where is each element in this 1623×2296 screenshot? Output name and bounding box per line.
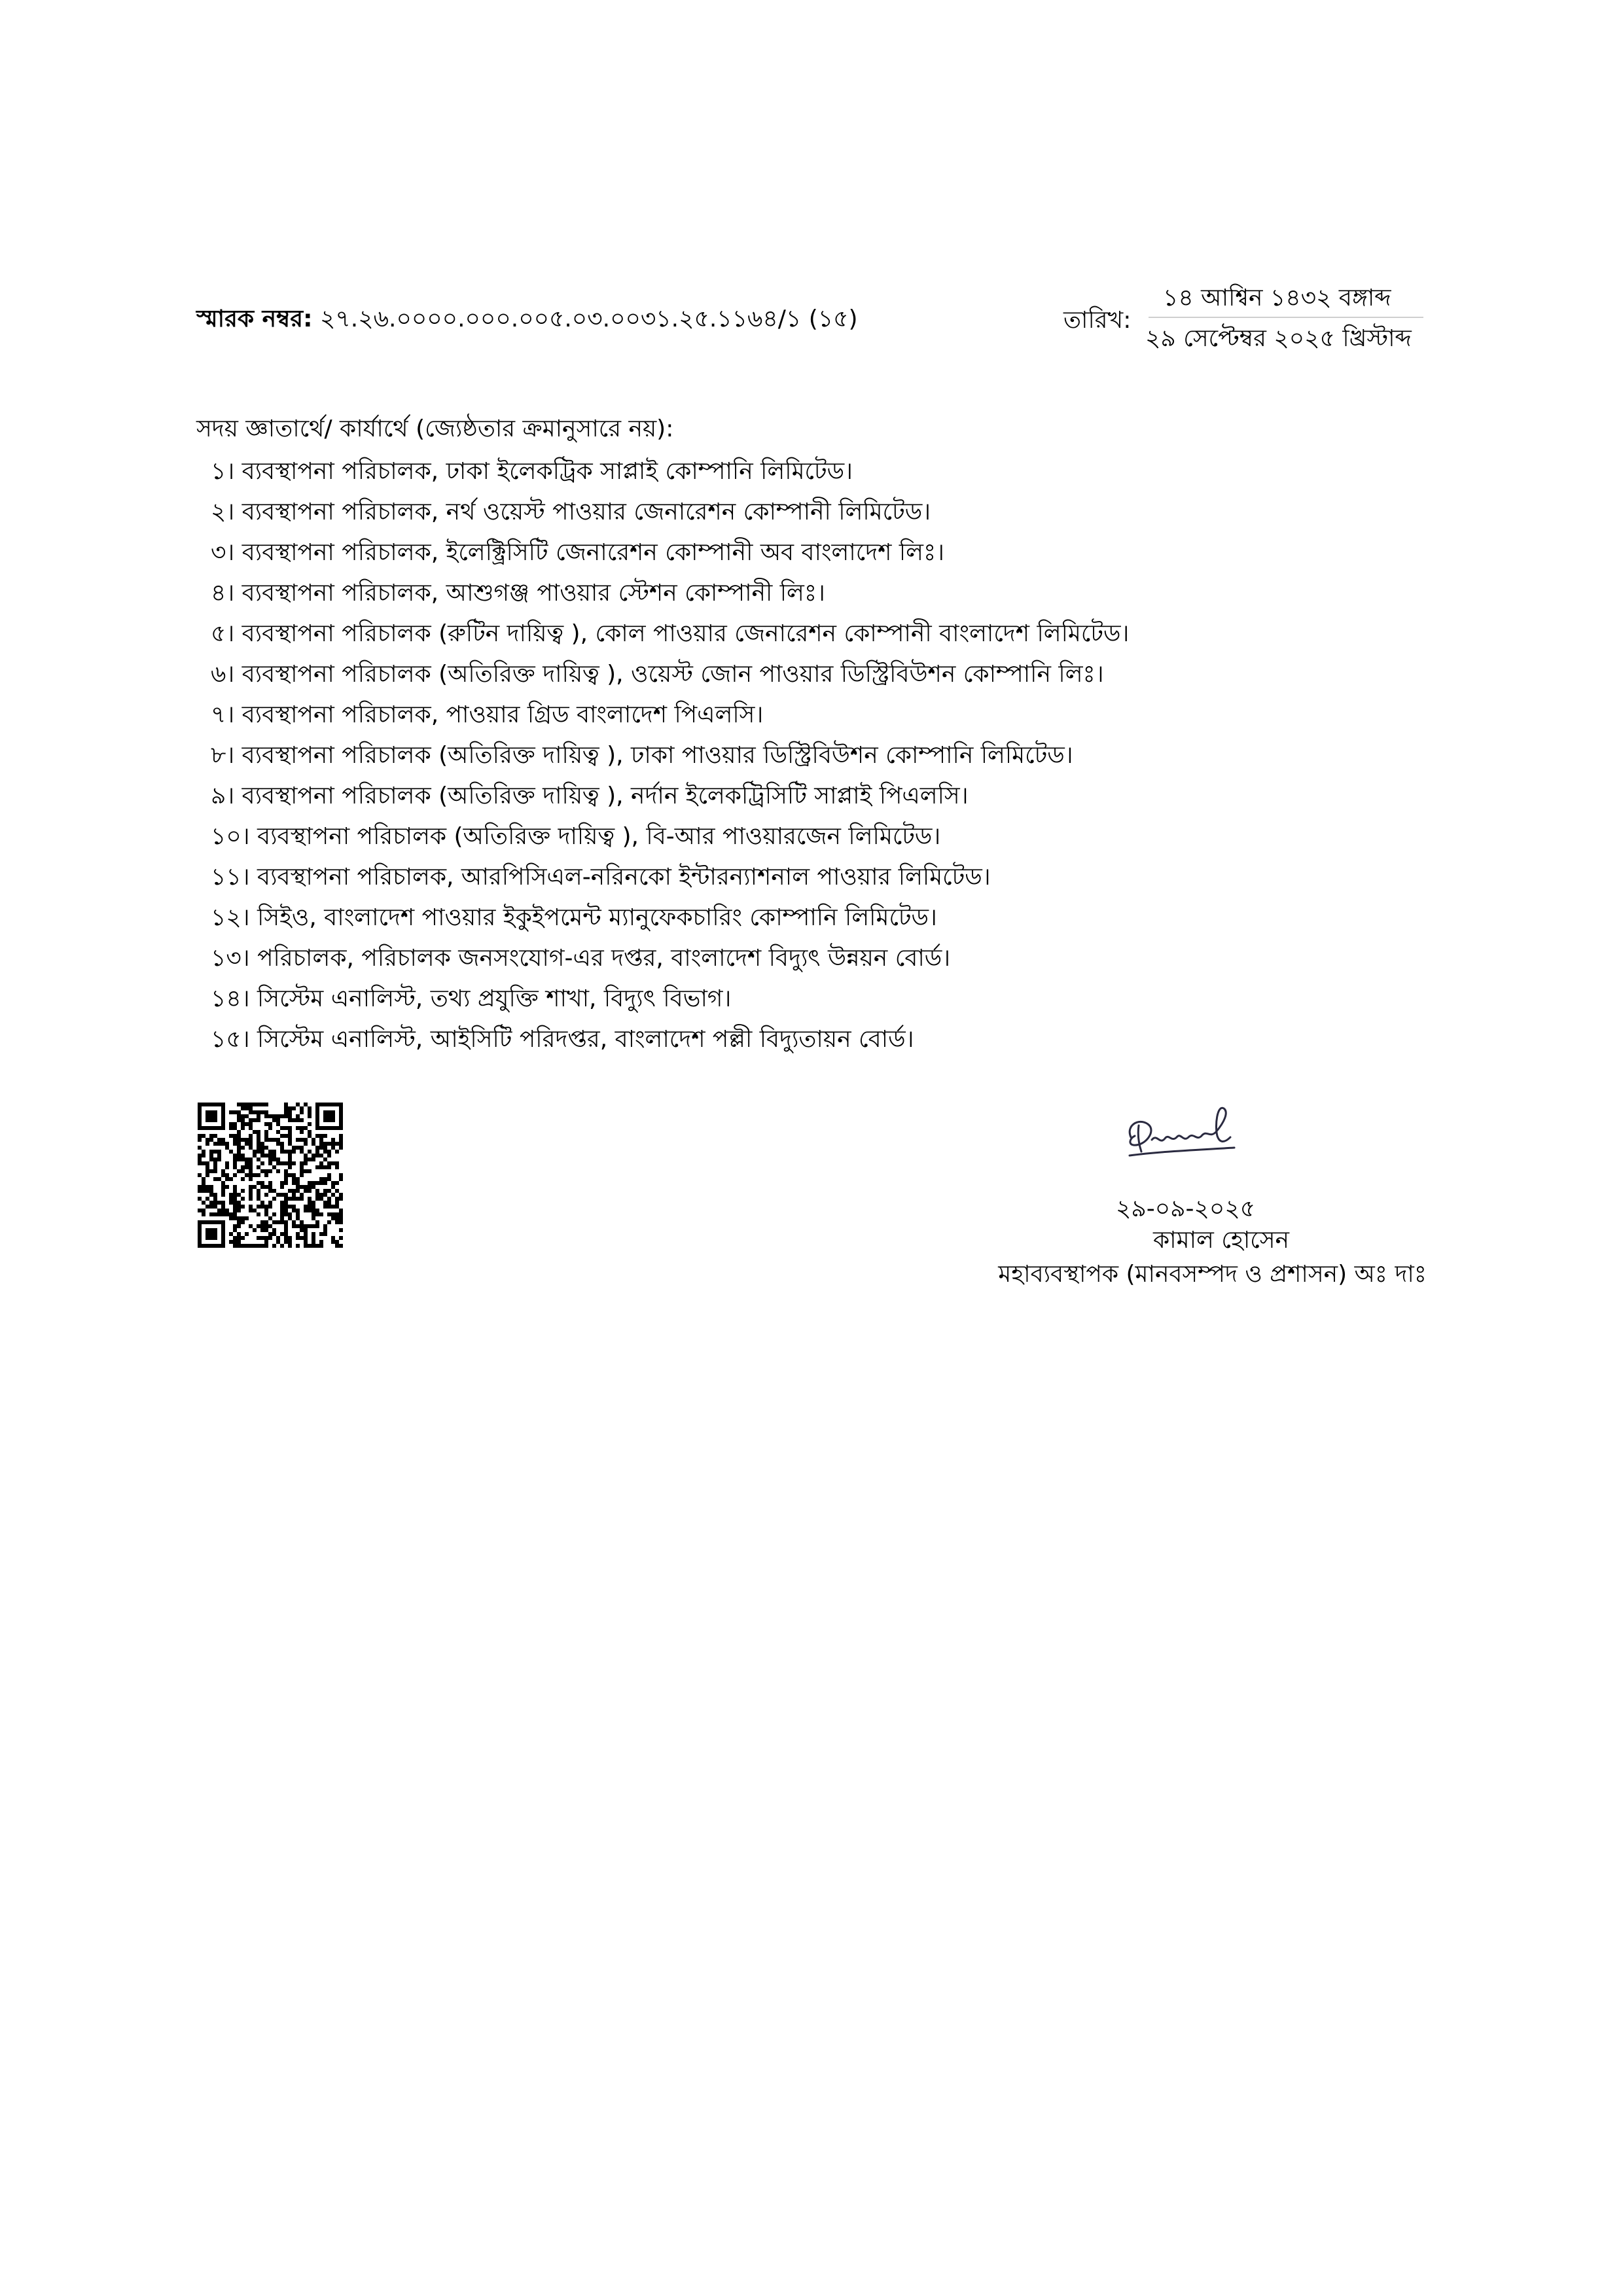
recipient-item: ১৫। সিস্টেম এনালিস্ট, আইসিটি পরিদপ্তর, বাংলাদেশ পল্লী বিদ্যুতায়ন বোর্ড। [211,1026,914,1053]
recipients-intro: সদয় জ্ঞাতার্থে/ কার্যার্থে (জ্যেষ্ঠতার ক্রমানুসারে নয়): [196,415,674,442]
memo-reference [196,301,858,340]
recipient-item: ৯। ব্যবস্থাপনা পরিচালক (অতিরিক্ত দায়িত্ব ), নর্দান ইলেকট্রিসিটি সাপ্লাই পিএলসি। [211,783,969,809]
memo-number: ২৭.২৬.০০০০.০০০.০০৫.০৩.০০৩১.২৫.১১৬৪/১ (১৫) [319,306,858,332]
recipient-item: ১২। সিইও, বাংলাদেশ পাওয়ার ইকুইপমেন্ট ম্যানুফেকচারিং কোম্পানি লিমিটেড। [211,904,937,931]
recipient-list [211,451,1129,1060]
date-block [1063,274,1430,359]
memo-label: স্মারক নম্বর: [196,306,313,332]
qr-code-icon [198,1103,343,1248]
recipient-item: ১। ব্যবস্থাপনা পরিচালক, ঢাকা ইলেকট্রিক সাপ্লাই কোম্পানি লিমিটেড। [211,458,853,485]
signature-date: ২৯-০৯-২০২৫ [1116,1195,1256,1222]
signer-designation: মহাব্যবস্থাপক (মানবসম্পদ ও প্রশাসন) অঃ দাঃ [998,1261,1427,1288]
recipient-item: ১৩। পরিচালক, পরিচালক জনসংযোগ-এর দপ্তর, বাংলাদেশ বিদ্যুৎ উন্নয়ন বোর্ড। [211,945,951,972]
recipient-item: ৪। ব্যবস্থাপনা পরিচালক, আশুগঞ্জ পাওয়ার স্টেশন কোম্পানী লিঃ। [211,580,825,607]
recipient-item: ৮। ব্যবস্থাপনা পরিচালক (অতিরিক্ত দায়িত্ব ), ঢাকা পাওয়ার ডিস্ট্রিবিউশন কোম্পানি লিমিটেড। [211,742,1073,769]
recipient-item: ১৪। সিস্টেম এনালিস্ট, তথ্য প্রযুক্তি শাখা, বিদ্যুৎ বিভাগ। [211,985,732,1012]
date-label: তারিখ: [1063,307,1132,334]
signer-name: কামাল হোসেন [1153,1227,1290,1254]
recipient-item: ৩। ব্যবস্থাপনা পরিচালক, ইলেক্ট্রিসিটি জেনারেশন কোম্পানী অব বাংলাদেশ লিঃ। [211,539,945,566]
recipient-item: ২। ব্যবস্থাপনা পরিচালক, নর্থ ওয়েস্ট পাওয়ার জেনারেশন কোম্পানী লিমিটেড। [211,499,931,525]
recipient-item: ৫। ব্যবস্থাপনা পরিচালক (রুটিন দায়িত্ব ), কোল পাওয়ার জেনারেশন কোম্পানী বাংলাদেশ লিমিটেড। [211,620,1130,647]
date-gregorian: ২৯ সেপ্টেম্বর ২০২৫ খ্রিস্টাব্দ [1145,325,1412,352]
recipient-item: ১১। ব্যবস্থাপনা পরিচালক, আরপিসিএল-নরিনকো ইন্টারন্যাশনাল পাওয়ার লিমিটেড। [211,864,991,891]
recipient-item: ১০। ব্যবস্থাপনা পরিচালক (অতিরিক্ত দায়িত্ব ), বি-আর পাওয়ারজেন লিমিটেড। [211,823,941,850]
recipient-item: ৬। ব্যবস্থাপনা পরিচালক (অতিরিক্ত দায়িত্ব ), ওয়েস্ট জোন পাওয়ার ডিস্ট্রিবিউশন কোম্পানি লিঃ। [211,661,1104,688]
recipient-item: ৭। ব্যবস্থাপনা পরিচালক, পাওয়ার গ্রিড বাংলাদেশ পিএলসি। [211,701,764,728]
date-bangla: ১৪ আশ্বিন ১৪৩২ বঙ্গাব্দ [1163,285,1391,311]
signature-mark [1119,1099,1276,1171]
date-divider [1149,317,1423,318]
